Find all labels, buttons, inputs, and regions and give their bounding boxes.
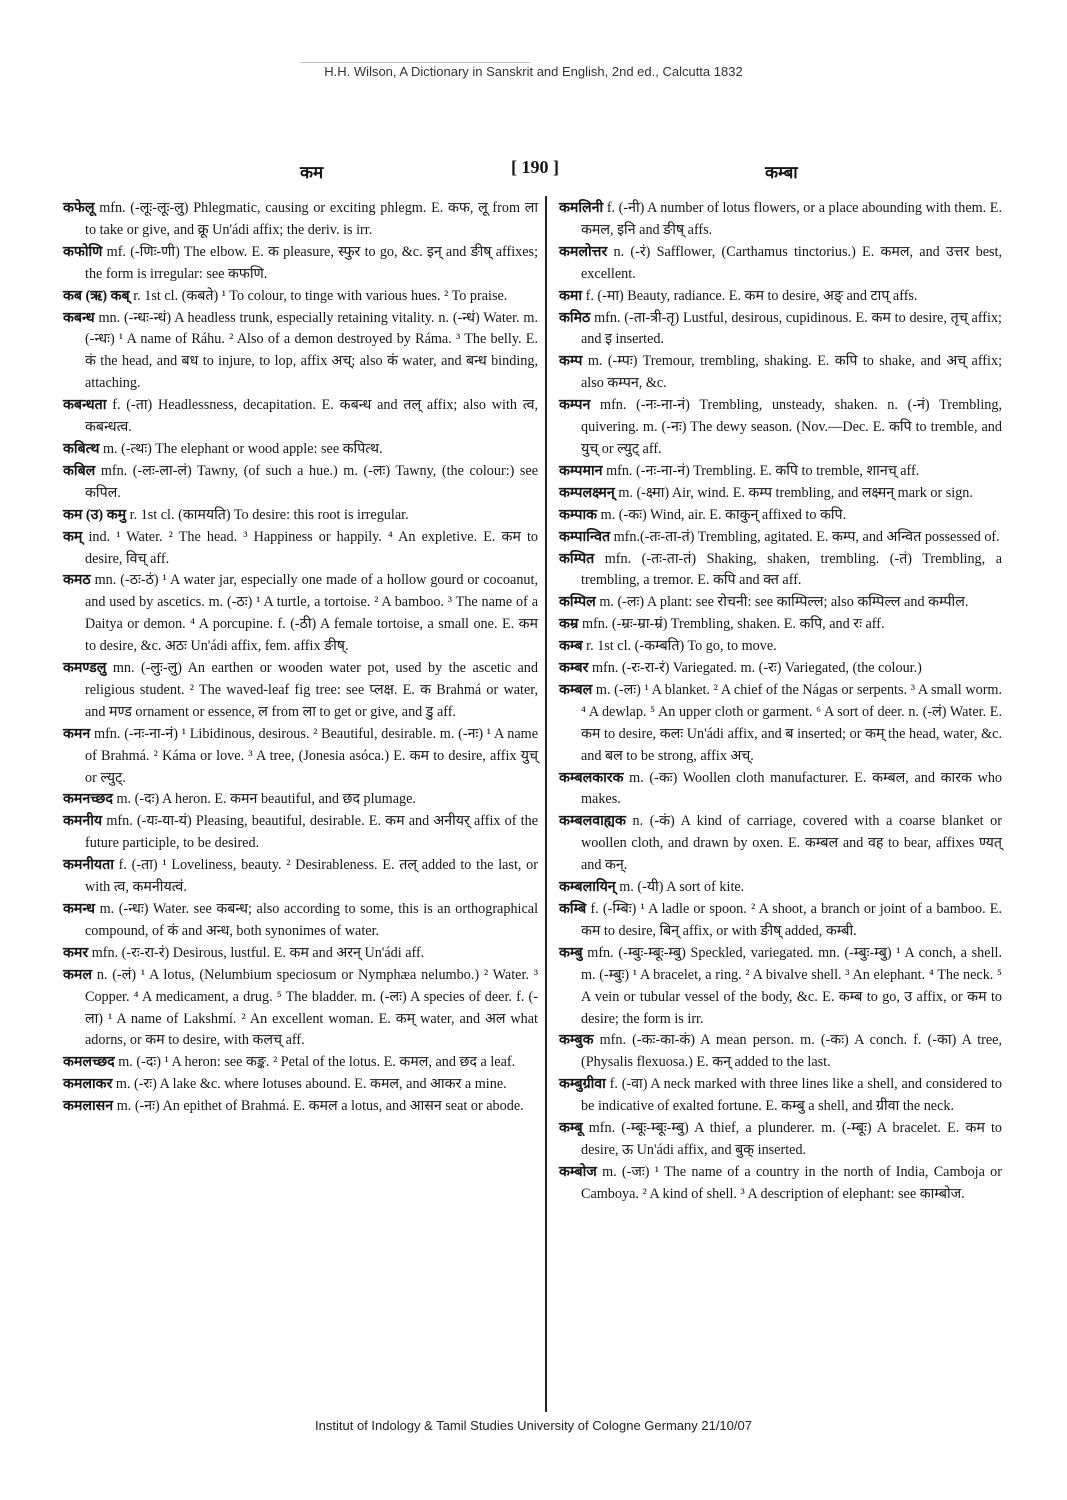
left-column xyxy=(63,198,538,1118)
entry-headword: कमनच्छद xyxy=(63,791,113,808)
entry-headword: कमर xyxy=(63,944,89,961)
dictionary-entry xyxy=(63,1074,538,1096)
entry-headword: कब (ऋ) कब् xyxy=(63,287,130,304)
dictionary-entry xyxy=(63,570,538,658)
entry-definition: mfn. (-लूः-लूः-लु) Phlegmatic, causing or exciting phlegm. E. कफ, लू from ला to take or give, and क्रू Un'ádi affix; the deriv. is irr. xyxy=(85,200,539,238)
entry-definition: mfn. (-लः-ला-लं) Tawny, (of such a hue.) m. (-लः) Tawny, (the colour:) see कपिल. xyxy=(85,462,538,501)
entry-definition: mfn. (-म्रः-म्रा-म्रं) Trembling, shaken. E. कपि, and रः aff. xyxy=(581,616,885,633)
dictionary-entry xyxy=(559,614,1002,636)
entry-headword: कम्प xyxy=(559,353,583,370)
entry-definition: r. 1st cl. (-कम्बति) To go, to move. xyxy=(586,638,777,655)
entry-headword: कम्बलवाह्यक xyxy=(559,813,626,830)
dictionary-entry xyxy=(559,549,1002,593)
entry-headword: कमन xyxy=(63,725,91,742)
entry-headword: कमन्ध xyxy=(63,901,96,917)
dictionary-entry xyxy=(63,1096,538,1118)
entry-definition: m. (-लः) A plant: see रोचनी: see काम्पिल्ल; also कम्पिल्ल and कम्पील. xyxy=(599,594,969,611)
entry-headword: कमठ xyxy=(63,572,91,589)
entry-definition: mfn. (-नः-ना-नं) Trembling, unsteady, shaken. n. (-नं) Trembling, quivering. m. (-नः) The dewy season. (Nov.—Dec. E. कपि to tremble, and युच् or ल्युट् aff. xyxy=(581,397,1003,457)
entry-headword: कम्बर xyxy=(559,660,589,677)
dictionary-entry xyxy=(63,658,538,724)
entry-definition: mn. (-न्धः-न्धं) A headless trunk, especially retaining vitality. n. (-न्धं) Water. m. (-न्धः) ¹ A name of Ráhu. ² Also of a demon destroyed by Ráma. ³ The belly. E. कं the head, and बध to injure, to lop, affix अच्; also कं water, and बन्ध binding, attaching. xyxy=(85,309,538,392)
entry-definition: m. (-कः) Woollen cloth manufacturer. E. कम्बल, and कारक who makes. xyxy=(581,769,1003,808)
dictionary-entry xyxy=(559,899,1002,943)
dictionary-entry xyxy=(63,395,538,439)
dictionary-entry xyxy=(559,461,1002,483)
entry-headword: कबित्थ xyxy=(63,440,100,457)
source-citation: H.H. Wilson, A Dictionary in Sanskrit and English, 2nd ed., Calcutta 1832 xyxy=(324,64,743,79)
dictionary-entry xyxy=(559,943,1002,1031)
entry-definition: f. (-ता) Headlessness, decapitation. E. कबन्ध and तल् affix; also with त्व, कबन्धत्व. xyxy=(85,397,538,436)
entry-definition: f. (-मा) Beauty, radiance. E. कम to desire, अङ् and टाप् affs. xyxy=(585,287,918,304)
dictionary-entry xyxy=(559,395,1002,461)
dictionary-entry xyxy=(559,1074,1002,1118)
entry-headword: कम्पिल xyxy=(559,594,596,611)
header-rule xyxy=(300,62,530,63)
entry-definition: mfn. (-नः-ना-नं) Trembling. E. कपि to tremble, शानच् aff. xyxy=(606,462,920,479)
entry-definition: mn. (-ठः-ठं) ¹ A water jar, especially one made of a hollow gourd or cocoanut, and used by ascetics. m. (-ठः) ¹ A turtle, a tortoise. ² A bamboo. ³ The name of a Daitya or demon. ⁴ A porcupine. f. (-ठी) A female tortoise, a small one. E. कम to desire, &c. अठः Un'ádi affix, fem. affix ङीष्. xyxy=(85,572,539,655)
dictionary-entry xyxy=(559,351,1002,395)
entry-definition: mfn. (-ता-त्री-तृ) Lustful, desirous, cupidinous. E. कम to desire, तृच् affix; and इ inserted. xyxy=(581,309,1003,348)
entry-headword: कमलिनी xyxy=(559,200,604,216)
dictionary-entry xyxy=(559,505,1002,527)
dictionary-entry xyxy=(63,505,538,527)
entry-definition: mfn. (-म्बूः-म्बूः-म्बु) A thief, a plunderer. m. (-म्बूः) A bracelet. E. कम to desire, ऊ Un'ádi affix, and बुक् inserted. xyxy=(581,1120,1002,1158)
dictionary-entry xyxy=(559,680,1002,768)
dictionary-entry xyxy=(63,1052,538,1074)
entry-definition: m. (-रः) A lake &c. where lotuses abound. E. कमल, and आकर a mine. xyxy=(115,1076,507,1093)
entry-headword: कमण्डलु xyxy=(63,660,107,677)
entry-definition: m. (-यी) A sort of kite. xyxy=(619,879,745,896)
entry-definition: m. (-त्थः) The elephant or wood apple: see कपित्थ. xyxy=(102,440,383,457)
page-number: [ 190 ] xyxy=(511,157,559,177)
entry-definition: mn. (-लुः-लु) An earthen or wooden water pot, used by the ascetic and religious student. ² The waved-leaf fig tree: see प्लक्ष. E. क Brahmá or water, and मण्ड ornament or essence, ल from ला to get or give, and डु aff. xyxy=(85,660,538,720)
running-head-left: कम xyxy=(300,163,324,182)
entry-headword: कम्बलायिन् xyxy=(559,879,616,896)
entry-definition: n. (-रं) Safflower, (Carthamus tinctorius.) E. कमल, and उत्तर best, excellent. xyxy=(581,243,1003,282)
entry-definition: n. (-कं) A kind of carriage, covered with a coarse blanket or woollen cloth, and drawn by oxen. E. कम्बल and वह to bear, affixes ण्यत् and कन्. xyxy=(581,813,1002,874)
dictionary-entry xyxy=(63,943,538,965)
entry-headword: कबिल xyxy=(63,462,96,479)
entry-definition: mfn.(-तः-ता-तं) Trembling, agitated. E. कम्प, and अन्वित possessed of. xyxy=(613,528,1000,545)
dictionary-entry xyxy=(559,527,1002,549)
entry-definition: m. (-कः) Wind, air. E. काकुन् affixed to कपि. xyxy=(600,506,847,523)
dictionary-entry xyxy=(559,1162,1002,1206)
entry-definition: mfn. (-म्बुः-म्बूः-म्बु) Speckled, variegated. mn. (-म्बुः-म्बु) ¹ A conch, a shell. m. (-म्बुः) ¹ A bracelet, a ring. ² A bivalve shell. ³ An elephant. ⁴ The neck. ⁵ A vein or tubular vessel of the body, &c. E. कम्ब to go, उ affix, or कम to desire; the form is irr. xyxy=(581,944,1002,1027)
entry-definition: m. (-दः) ¹ A heron: see कङ्क. ² Petal of the lotus. E. कमल, and छद a leaf. xyxy=(118,1054,516,1071)
dictionary-entry xyxy=(559,1030,1002,1074)
entry-headword: कमलासन xyxy=(63,1098,114,1115)
entry-definition: m. (-म्पः) Tremour, trembling, shaking. E. कपि to shake, and अच् affix; also कम्पन, &c. xyxy=(581,353,1003,392)
dictionary-entry xyxy=(63,198,538,242)
entry-headword: कफोणि xyxy=(63,243,103,260)
entry-definition: mfn. (-रः-रा-रं) Desirous, lustful. E. कम and अरन् Un'ádi aff. xyxy=(91,944,425,961)
dictionary-entry xyxy=(559,768,1002,812)
entry-definition: m. (-दः) A heron. E. कमन beautiful, and छद plumage. xyxy=(116,791,416,808)
entry-definition: r. 1st cl. (कामयति) To desire: this root is irregular. xyxy=(129,506,409,523)
dictionary-entry xyxy=(63,899,538,943)
entry-definition: mfn. (-कः-का-कं) A mean person. m. (-कः) A conch. f. (-का) A tree, (Physalis flexuosa.) E. कन् added to the last. xyxy=(581,1032,1002,1071)
entry-headword: कम्बोज xyxy=(559,1163,597,1180)
entry-headword: कबन्ध xyxy=(63,309,95,326)
entry-headword: कम्बि xyxy=(559,901,587,917)
dictionary-entry xyxy=(559,811,1002,877)
entry-definition: m. (-न्धः) Water. see कबन्ध; also according to some, this is an orthographical compound, of कं and अन्ध, both synonimes of water. xyxy=(85,901,539,939)
dictionary-entry xyxy=(559,658,1002,680)
entry-headword: कमनीयता xyxy=(63,857,114,874)
dictionary-entry xyxy=(63,855,538,899)
dictionary-entry xyxy=(559,636,1002,658)
dictionary-entry xyxy=(63,724,538,790)
entry-headword: कबन्धता xyxy=(63,397,107,414)
dictionary-entry xyxy=(63,439,538,461)
entry-definition: mfn. (-रः-रा-रं) Variegated. m. (-रः) Variegated, (the colour.) xyxy=(591,660,922,677)
dictionary-entry xyxy=(559,198,1002,242)
dictionary-entry xyxy=(63,527,538,571)
entry-definition: f. (-म्बिः) ¹ A ladle or spoon. ² A shoot, a branch or joint of a bamboo. E. कम to desire, बिन् affix, or with ङीष् added, कम्बी. xyxy=(581,901,1003,939)
entry-definition: mfn. (-तः-ता-तं) Shaking, shaken, trembling. (-तं) Trembling, a trembling, a tremor. E. कपि and क्त aff. xyxy=(581,550,1002,589)
entry-headword: कम्बु xyxy=(559,944,583,961)
entry-headword: कम्बलकारक xyxy=(559,769,624,786)
dictionary-entry xyxy=(63,286,538,308)
entry-headword: कम्बुग्रीवा xyxy=(559,1076,606,1093)
entry-definition: mfn. (-यः-या-यं) Pleasing, beautiful, desirable. E. कम and अनीयर् affix of the future participle, to be desired. xyxy=(85,813,538,852)
entry-headword: कम्पलक्ष्मन् xyxy=(559,484,615,501)
entry-headword: कमलोत्तर xyxy=(559,243,608,260)
entry-headword: कम् xyxy=(63,528,83,545)
entry-definition: f. (-वा) A neck marked with three lines like a shell, and considered to be indicative of exalted fortune. E. कम्बु a shell, and ग्रीवा the neck. xyxy=(581,1076,1002,1115)
entry-headword: कम्र xyxy=(559,616,579,633)
entry-headword: कम्पमान xyxy=(559,462,603,479)
entry-headword: कम्पित xyxy=(559,550,595,567)
entry-headword: कम्पाक xyxy=(559,506,598,523)
column-divider xyxy=(545,196,547,1412)
dictionary-entry xyxy=(63,811,538,855)
entry-headword: कम्पन xyxy=(559,397,591,414)
dictionary-entry xyxy=(559,286,1002,308)
dictionary-entry xyxy=(63,461,538,505)
dictionary-entry xyxy=(63,242,538,286)
dictionary-entry xyxy=(63,965,538,1053)
entry-headword: कफेलू xyxy=(63,200,95,216)
dictionary-entry xyxy=(63,308,538,396)
running-head-right: कम्बा xyxy=(765,163,798,182)
entry-definition: ind. ¹ Water. ² The head. ³ Happiness or happily. ⁴ An expletive. E. कम to desire, विच् aff. xyxy=(85,528,538,567)
entry-definition: f. (-ता) ¹ Loveliness, beauty. ² Desirableness. E. तल् added to the last, or with त्व, कमनीयत्वं. xyxy=(85,857,539,896)
entry-headword: कमनीय xyxy=(63,813,103,830)
dictionary-entry xyxy=(559,592,1002,614)
entry-headword: कम्बुक xyxy=(559,1032,594,1049)
entry-definition: m. (-जः) ¹ The name of a country in the north of India, Camboja or Camboya. ² A kind of shell. ³ A description of elephant: see काम्बोज. xyxy=(581,1163,1002,1202)
entry-definition: mfn. (-नः-ना-नं) ¹ Libidinous, desirous. ² Beautiful, desirable. m. (-नः) ¹ A name of Brahmá. ² Káma or love. ³ A tree, (Jonesia asóca.) E. कम to desire, affix युच् or ल्युट्. xyxy=(85,725,538,786)
dictionary-entry xyxy=(63,789,538,811)
footer-credit: Institut of Indology & Tamil Studies University of Cologne Germany 21/10/07 xyxy=(315,1418,752,1433)
entry-headword: कमिठ xyxy=(559,309,591,326)
entry-headword: कम्ब xyxy=(559,638,583,655)
entry-headword: कमलच्छद xyxy=(63,1054,115,1071)
entry-definition: r. 1st cl. (कबते) ¹ To colour, to tinge with various hues. ² To praise. xyxy=(133,287,508,304)
dictionary-entry xyxy=(559,242,1002,286)
dictionary-entry xyxy=(559,877,1002,899)
entry-headword: कमल xyxy=(63,966,92,983)
dictionary-entry xyxy=(559,483,1002,505)
entry-definition: f. (-नी) A number of lotus flowers, or a place abounding with them. E. कमल, इनि and ङीष् affs. xyxy=(581,200,1003,238)
entry-headword: कम्पान्वित xyxy=(559,528,611,545)
entry-headword: कम्बू xyxy=(559,1120,583,1137)
dictionary-entry xyxy=(559,308,1002,352)
entry-definition: m. (-लः) ¹ A blanket. ² A chief of the Nágas or serpents. ³ A small worm. ⁴ A dewlap. ⁵ An upper cloth or garment. ⁶ A sort of deer. n. (-लं) Water. E. कम to desire, कलः Un'ádi affix, and ब inserted; or कम् the head, water, &c. and बल to be strong, affix अच्. xyxy=(581,681,1003,764)
entry-definition: mf. (-णिः-णी) The elbow. E. क pleasure, स्फुर to go, &c. इन् and ङीष् affixes; the form is irregular: see कफणि. xyxy=(85,243,539,282)
entry-headword: कम्बल xyxy=(559,681,593,698)
entry-definition: n. (-लं) ¹ A lotus, (Nelumbium speciosum or Nymphæa nelumbo.) ² Water. ³ Copper. ⁴ A medicament, a drug. ⁵ The bladder. m. (-लः) A species of deer. f. (-ला) ¹ A name of Lakshmí. ² An excellent woman. E. कम् water, and अल what adorns, or कम to desire, with कलच् aff. xyxy=(85,966,538,1049)
entry-definition: m. (-क्ष्मा) Air, wind. E. कम्प trembling, and लक्ष्मन् mark or sign. xyxy=(618,484,973,501)
dictionary-entry xyxy=(559,1118,1002,1162)
entry-headword: कमा xyxy=(559,287,583,304)
entry-headword: कम (उ) कमु xyxy=(63,506,127,523)
right-column xyxy=(559,198,1002,1206)
entry-definition: m. (-नः) An epithet of Brahmá. E. कमल a lotus, and आसन seat or abode. xyxy=(116,1098,524,1115)
entry-headword: कमलाकर xyxy=(63,1076,113,1093)
